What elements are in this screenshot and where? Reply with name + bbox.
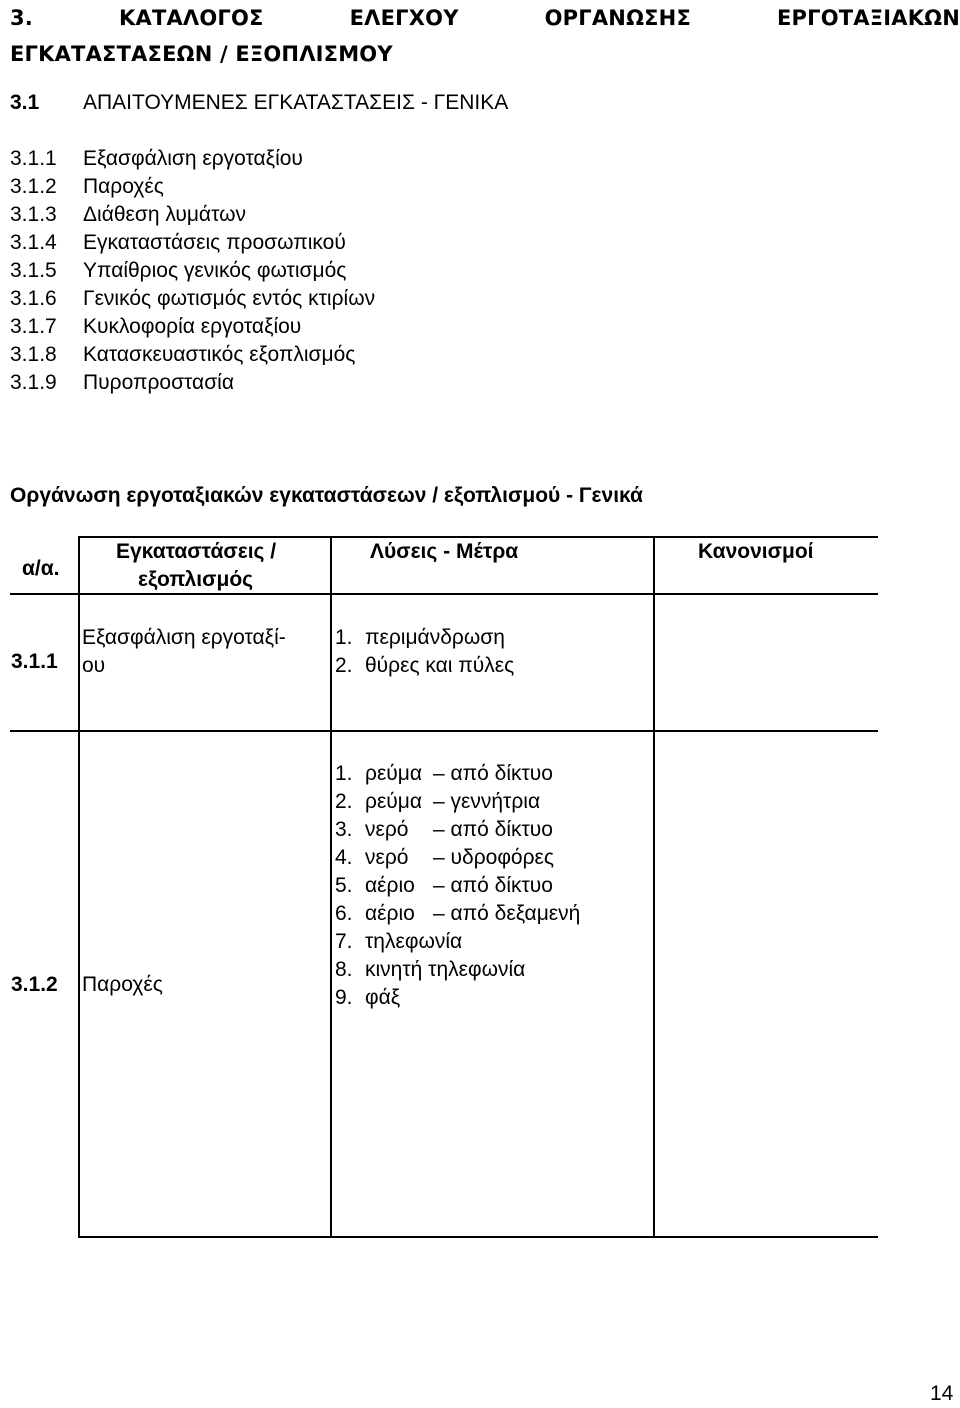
table-column-rule [78, 536, 80, 1238]
measure-detail: – γεννήτρια [433, 790, 541, 813]
organization-heading: Οργάνωση εργοταξιακών εγκαταστάσεων / εξοπλισμού - Γενικά [10, 484, 643, 507]
table-row-rule [10, 730, 878, 732]
page-number: 14 [930, 1382, 954, 1405]
toc-label: Γενικός φωτισμός εντός κτιρίων [83, 287, 376, 310]
toc-number: 3.1.7 [10, 315, 57, 338]
header-installations-line-1: Εγκαταστάσεις / [116, 540, 277, 563]
title-word: ΚΑΤΑΛΟΓΟΣ [119, 6, 264, 30]
measure-number: 2. [335, 654, 353, 677]
measure-number: 3. [335, 818, 353, 841]
measure-detail: – από δίκτυο [433, 874, 553, 897]
toc-label: Υπαίθριος γενικός φωτισμός [83, 259, 347, 282]
table-column-rule [653, 536, 655, 1238]
measure-text: περιμάνδρωση [365, 626, 505, 649]
toc-number: 3.1.1 [10, 147, 57, 170]
table-top-rule [80, 536, 878, 538]
toc-item [10, 173, 375, 201]
title-word: ΕΛΕΓΧΟΥ [349, 6, 459, 30]
document-title [10, 0, 960, 72]
toc-number: 3.1.3 [10, 203, 57, 226]
toc-label: Κατασκευαστικός εξοπλισμός [83, 343, 356, 366]
table-column-rule [330, 536, 332, 1238]
toc-number: 3.1.8 [10, 343, 57, 366]
section-heading [10, 88, 508, 118]
installation-line: ου [82, 654, 106, 677]
document-title-line-2: ΕΓΚΑΤΑΣΤΑΣΕΩΝ / ΕΞΟΠΛΙΣΜΟΥ [10, 42, 393, 66]
row-measures [335, 624, 514, 680]
section-title: ΑΠΑΙΤΟΥΜΕΝΕΣ ΕΓΚΑΤΑΣΤΑΣΕΙΣ - ΓΕΝΙΚΑ [83, 91, 509, 114]
measure-text: τηλεφωνία [365, 930, 463, 953]
row-measures [335, 760, 580, 1012]
header-installations [116, 538, 276, 594]
document-title-line-1 [10, 0, 960, 36]
toc-number: 3.1.4 [10, 231, 57, 254]
title-word: ΟΡΓΑΝΩΣΗΣ [544, 6, 691, 30]
toc-item [10, 285, 375, 313]
toc-label: Πυροπροστασία [83, 371, 234, 394]
toc-label: Εξασφάλιση εργοταξίου [83, 147, 303, 170]
toc-item [10, 257, 375, 285]
toc-label: Κυκλοφορία εργοταξίου [83, 315, 302, 338]
header-regulations: Κανονισμοί [698, 540, 814, 563]
row-number: 3.1.1 [11, 650, 58, 673]
toc-item [10, 369, 375, 397]
measure-item [335, 760, 580, 788]
toc-number: 3.1.6 [10, 287, 57, 310]
toc-item [10, 201, 375, 229]
measure-number: 1. [335, 626, 353, 649]
measure-text: φάξ [365, 986, 401, 1009]
toc-item [10, 313, 375, 341]
measure-item [335, 844, 580, 872]
measure-detail: – από δίκτυο [433, 818, 553, 841]
measure-detail: – από δεξαμενή [433, 902, 581, 925]
header-installations-line-2: εξοπλισμός [138, 568, 254, 591]
header-solutions: Λύσεις - Μέτρα [370, 540, 519, 563]
row-number: 3.1.2 [11, 973, 58, 996]
measure-item [335, 788, 580, 816]
section-number: 3.1 [10, 91, 40, 114]
measure-detail: – υδροφόρες [433, 846, 555, 869]
toc-item [10, 229, 375, 257]
measure-item [335, 984, 580, 1012]
measure-text: νερό [365, 818, 409, 841]
measure-item [335, 956, 580, 984]
measure-number: 5. [335, 874, 353, 897]
measure-item [335, 928, 580, 956]
measure-text: θύρες και πύλες [365, 654, 515, 677]
measure-number: 9. [335, 986, 353, 1009]
measure-number: 4. [335, 846, 353, 869]
toc-label: Παροχές [83, 175, 164, 198]
table-bottom-rule [80, 1236, 878, 1238]
measure-text: ρεύμα [365, 790, 423, 813]
table-header-rule [10, 593, 878, 595]
toc-item [10, 341, 375, 369]
toc-label: Εγκαταστάσεις προσωπικού [83, 231, 346, 254]
measure-item [335, 624, 514, 652]
measure-number: 6. [335, 902, 353, 925]
toc-number: 3.1.2 [10, 175, 57, 198]
measure-item [335, 900, 580, 928]
measure-text: κινητή τηλεφωνία [365, 958, 526, 981]
row-installation: Παροχές [82, 973, 163, 996]
toc-label: Διάθεση λυμάτων [83, 203, 246, 226]
measure-number: 8. [335, 958, 353, 981]
toc-list [10, 145, 375, 397]
measure-detail: – από δίκτυο [433, 762, 553, 785]
row-installation [82, 624, 286, 680]
measure-text: ρεύμα [365, 762, 423, 785]
toc-number: 3.1.5 [10, 259, 57, 282]
measure-item [335, 872, 580, 900]
toc-item [10, 145, 375, 173]
measure-text: αέριο [365, 902, 415, 925]
measure-number: 7. [335, 930, 353, 953]
header-aa: α/α. [22, 557, 60, 580]
title-word: 3. [10, 6, 33, 30]
measure-item [335, 652, 514, 680]
measure-item [335, 816, 580, 844]
measure-text: αέριο [365, 874, 415, 897]
measure-number: 1. [335, 762, 353, 785]
toc-number: 3.1.9 [10, 371, 57, 394]
installation-line: Εξασφάλιση εργοταξί- [82, 626, 286, 649]
measure-text: νερό [365, 846, 409, 869]
title-word: ΕΡΓΟΤΑΞΙΑΚΩΝ [777, 6, 960, 30]
measure-number: 2. [335, 790, 353, 813]
